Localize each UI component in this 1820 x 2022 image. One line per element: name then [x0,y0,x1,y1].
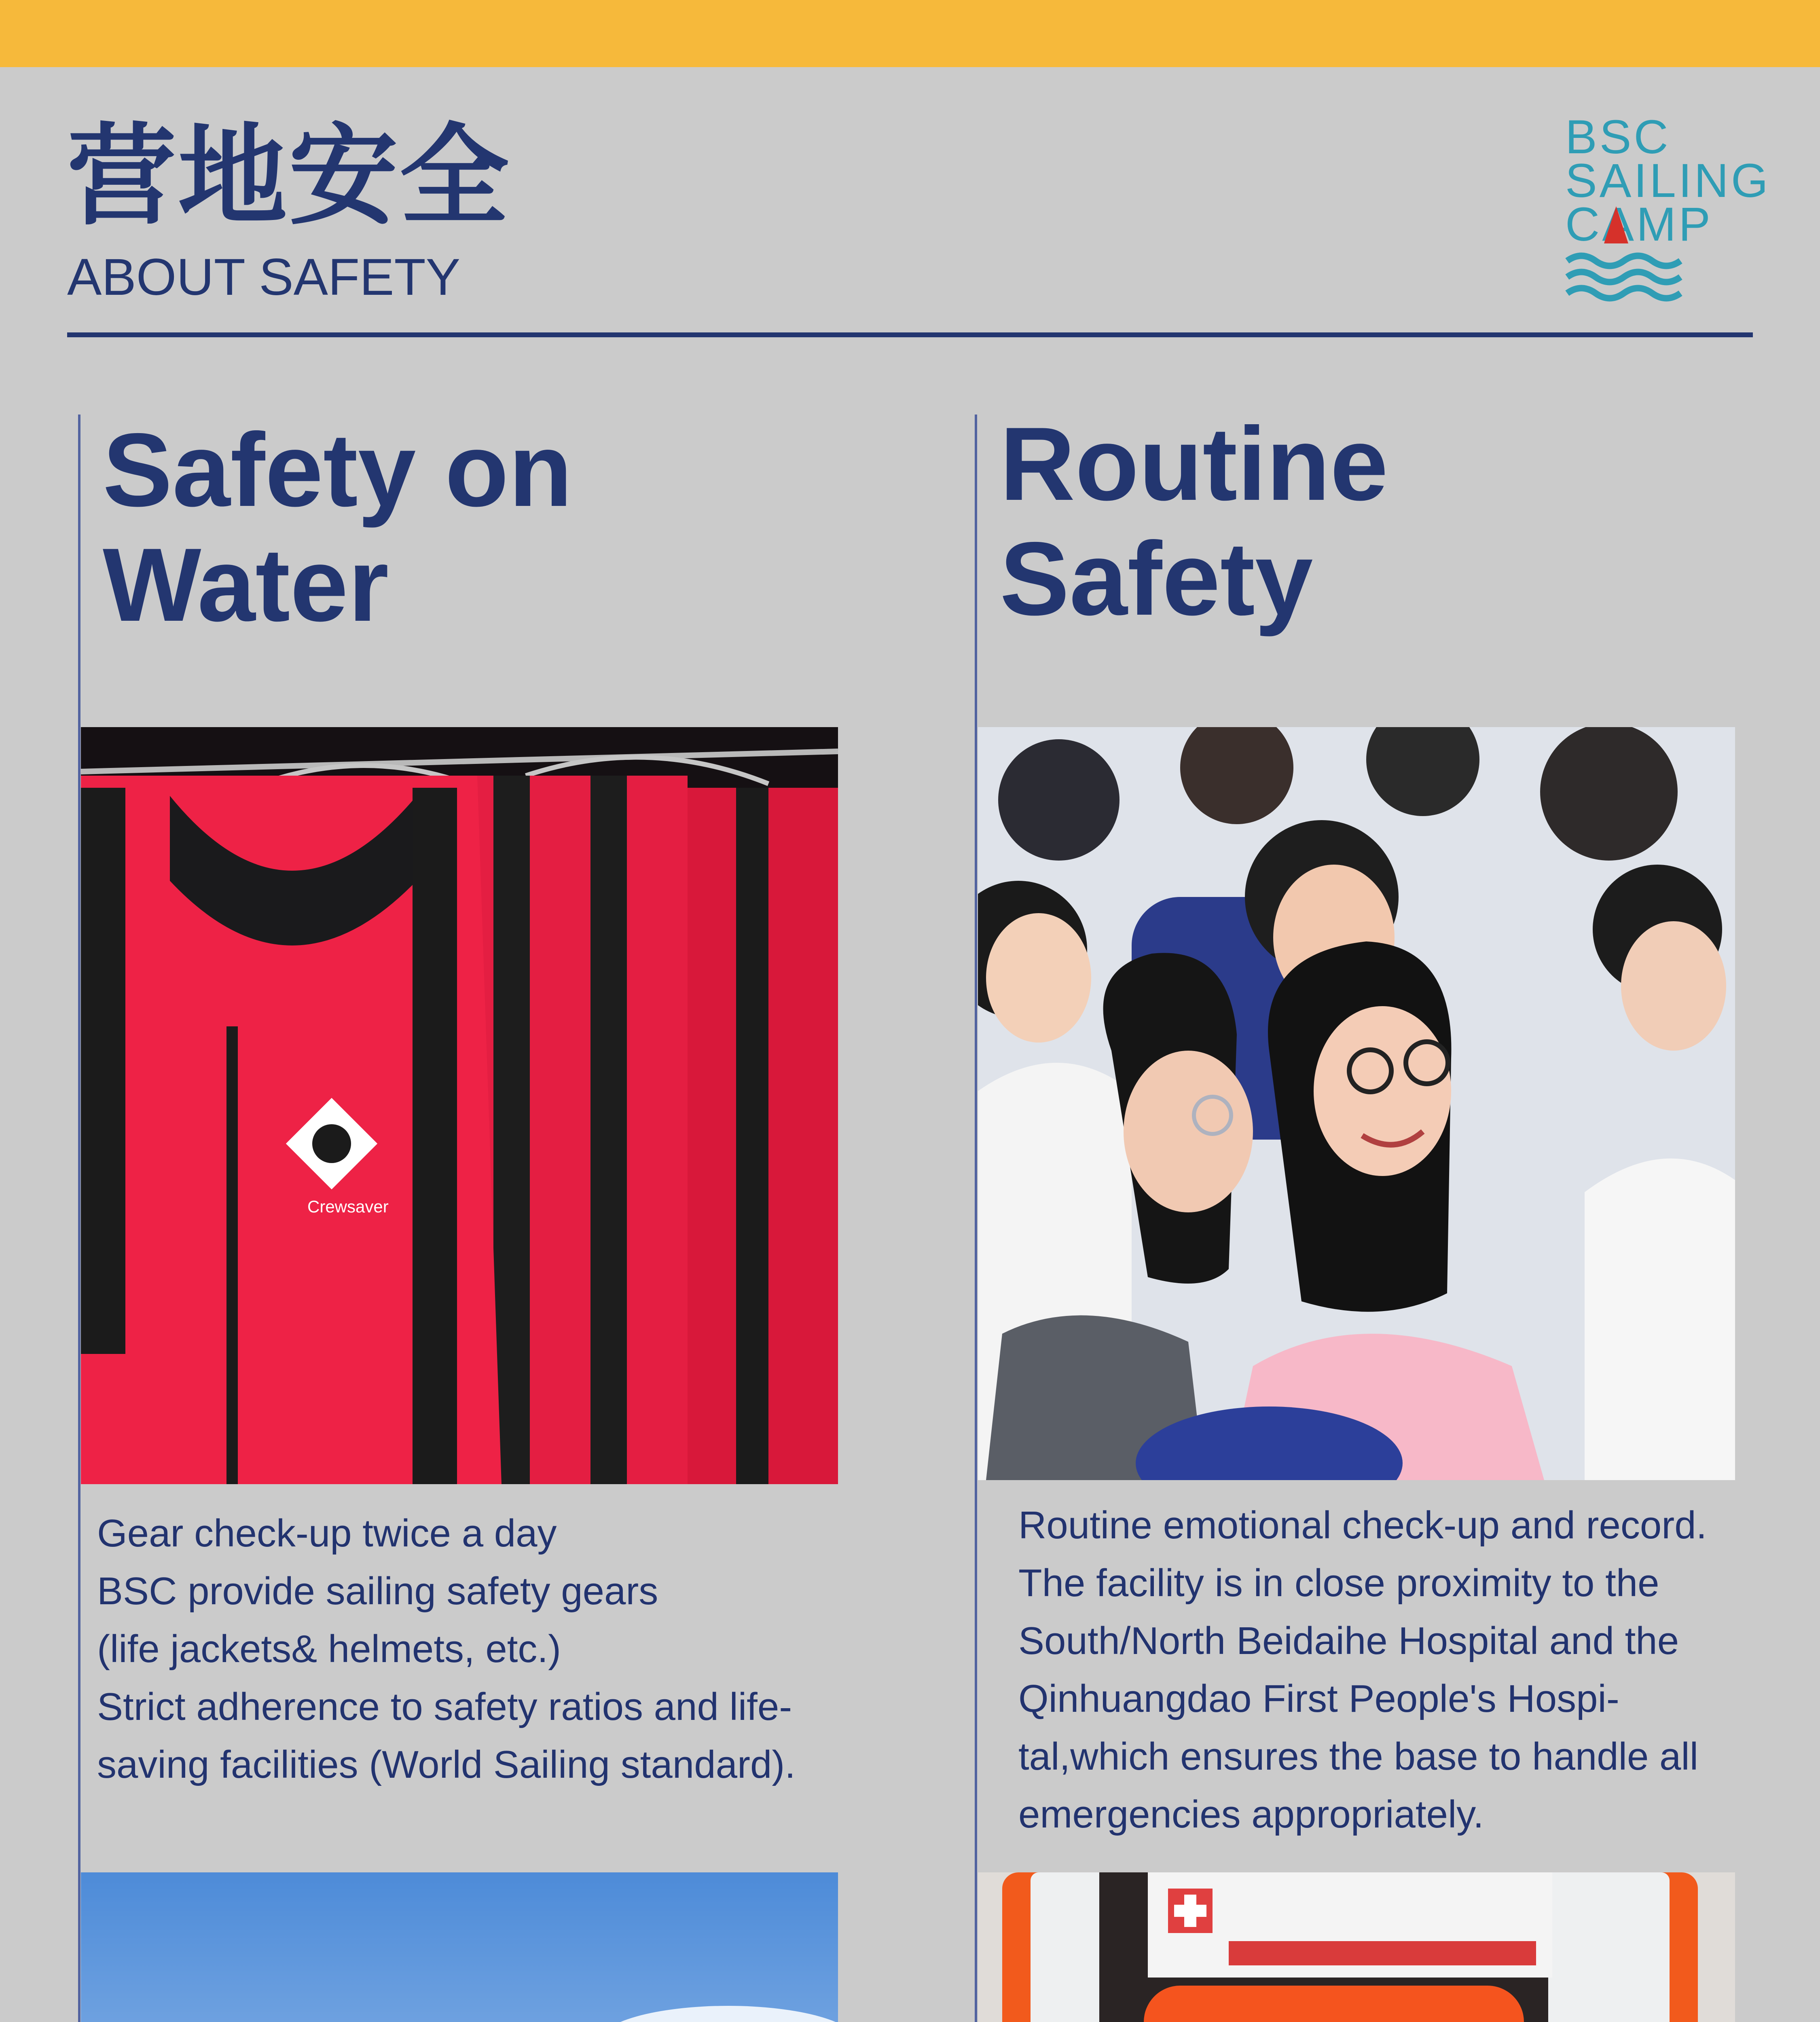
page-title-chinese: 营地安全 [67,116,510,237]
logo-text-line-3: CAMP [1565,198,1713,251]
students-photo [978,727,1735,1480]
text-line: South/North Beidaihe Hospital and the [1018,1619,1679,1663]
text-line: The facility is in close proximity to the [1018,1561,1659,1605]
text-line: saving facilities (World Sailing standard). [97,1743,796,1787]
right-column-rule [975,415,977,2022]
page-title-english: ABOUT SAFETY [67,248,461,306]
text-line: Strict adherence to safety ratios and life- [97,1685,792,1729]
logo-sail-icon [1604,206,1628,243]
section-title-routine-safety: Routine Safety [1000,405,1388,637]
routine-safety-description [1018,1496,1738,1843]
water-safety-description [97,1504,833,1794]
life-jackets-photo [81,727,838,1484]
rescue-boat-photo [81,1872,838,2022]
logo-text-line-1: BSC [1565,110,1671,164]
text-line: Gear check-up twice a day [97,1512,557,1555]
logo-text-line-2: SAILING [1565,154,1771,207]
text-line: tal,which ensures the base to handle all [1018,1735,1699,1779]
left-column-rule [78,415,80,2022]
text-line: (life jackets& helmets, etc.) [97,1627,561,1671]
section-title-safety-on-water: Safety on Water [103,411,573,643]
header-divider [67,332,1753,337]
text-line: Qinhuangdao First People's Hospi- [1018,1677,1619,1721]
logo-waves-icon [1565,251,1687,303]
life-jacket-brand-text: Crewsaver [307,1197,389,1216]
aed-cabinet-photo [978,1872,1735,2022]
text-line: Routine emotional check-up and record. [1018,1504,1707,1547]
bsc-sailing-camp-logo [1565,110,1776,307]
text-line: BSC provide sailing safety gears [97,1569,658,1613]
top-accent-band [0,0,1820,67]
text-line: emergencies appropriately. [1018,1793,1484,1836]
